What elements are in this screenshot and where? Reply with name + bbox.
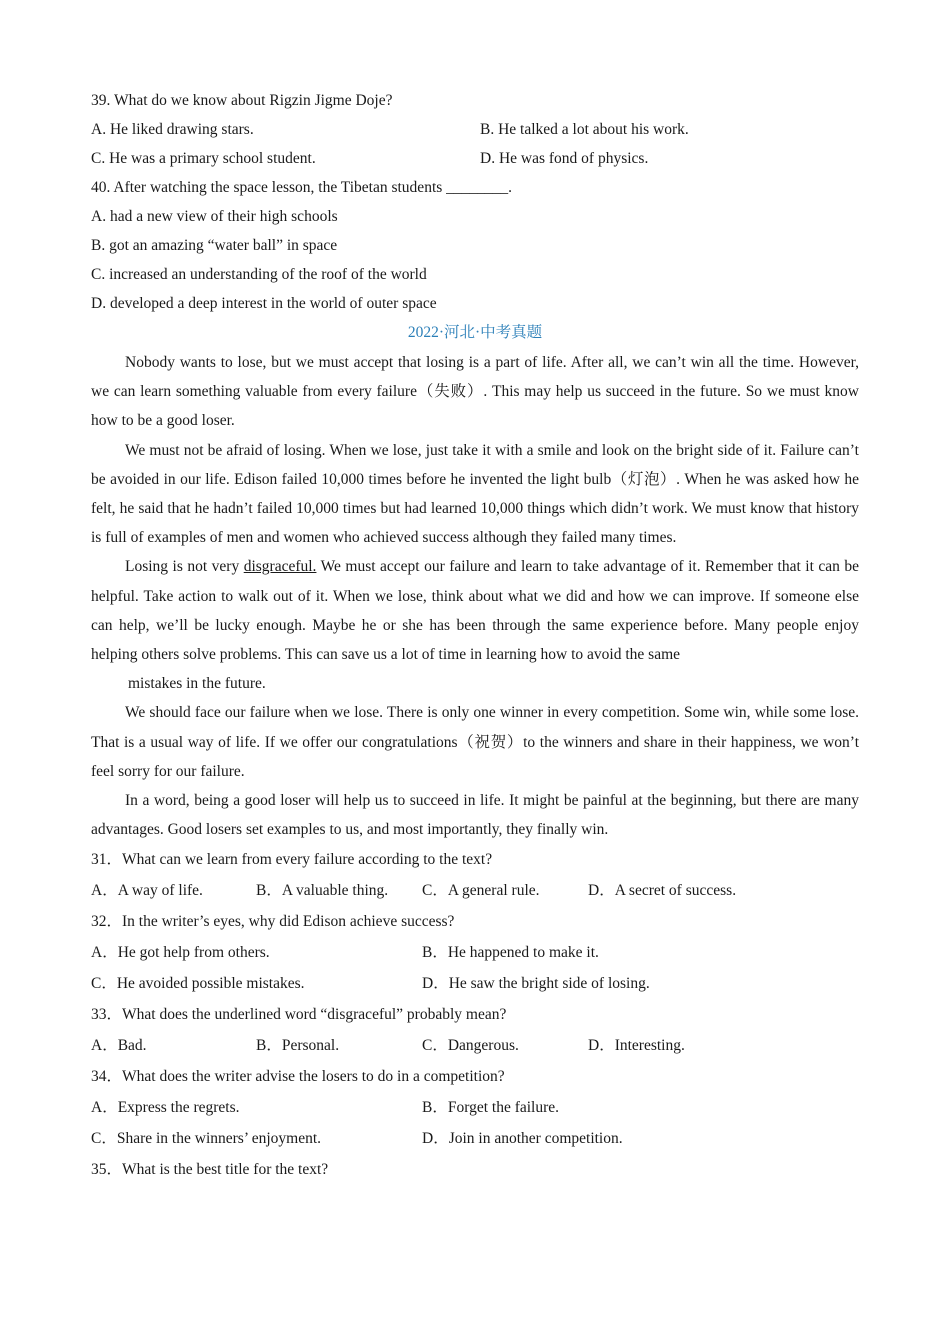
q39-option-a: A. He liked drawing stars. bbox=[91, 121, 254, 138]
question-31: 31．What can we learn from every failure according to the text? bbox=[91, 851, 493, 869]
q39-option-d: D. He was fond of physics. bbox=[480, 150, 649, 167]
q32-option-b: B．He happened to make it. bbox=[422, 944, 599, 962]
q31-option-a: A．A way of life. bbox=[91, 882, 203, 900]
q34-option-d: D．Join in another competition. bbox=[422, 1130, 623, 1148]
question-32: 32．In the writer’s eyes, why did Edison achieve success? bbox=[91, 913, 455, 931]
q34-options-row-2 bbox=[91, 1123, 859, 1154]
q33-option-a: A．Bad. bbox=[91, 1037, 147, 1055]
question-33: 33．What does the underlined word “disgraceful” probably mean? bbox=[91, 1006, 507, 1024]
q31-option-d: D．A secret of success. bbox=[588, 882, 737, 900]
passage-paragraph-1: Nobody wants to lose, but we must accept that losing is a part of life. After all, we can’t win all the time. However, we can learn something valuable from every failure（失败）. This may help us succeed in the future. So we must know how to be a good loser. bbox=[91, 354, 859, 430]
q40-option-c: C. increased an understanding of the roof of the world bbox=[91, 266, 427, 283]
q32-options-row-1 bbox=[91, 937, 859, 968]
question-35: 35．What is the best title for the text? bbox=[91, 1161, 329, 1179]
q39-options-row-1 bbox=[91, 115, 859, 144]
q34-option-a: A．Express the regrets. bbox=[91, 1099, 240, 1117]
question-39: 39. What do we know about Rigzin Jigme Doje? bbox=[91, 92, 393, 109]
q34-options-row-1 bbox=[91, 1092, 859, 1123]
q33-option-b: B．Personal. bbox=[256, 1037, 340, 1055]
q32-options-row-2 bbox=[91, 968, 859, 999]
section-heading: 2022·河北·中考真题 bbox=[407, 324, 543, 341]
p3-text-after: We must accept our failure and learn to take advantage of it. Remember that it can be helpful. Take action to walk out of it. When we lose, think about what we did and how we can improve. If someone else can help, we’ll be lucky enough. Maybe he or she has been through the same experience before. Many people enjoy helping others solve problems. This can save us a lot of time in learning how to avoid the same bbox=[91, 558, 859, 664]
q34-option-c: C．Share in the winners’ enjoyment. bbox=[91, 1130, 322, 1148]
document-page bbox=[91, 86, 859, 1185]
passage-paragraph-4: We should face our failure when we lose. There is only one winner in every competition. Some win, while some lose. That is a usual way of life. If we offer our congratulations（祝贺）to the winners and share in their happiness, we won’t feel sorry for our failure. bbox=[91, 704, 859, 780]
q31-options bbox=[91, 875, 859, 906]
q40-option-b: B. got an amazing “water ball” in space bbox=[91, 237, 338, 254]
passage-paragraph-3 bbox=[91, 552, 859, 669]
q40-option-d: D. developed a deep interest in the world of outer space bbox=[91, 295, 437, 312]
q39-option-c: C. He was a primary school student. bbox=[91, 150, 316, 167]
q34-option-b: B．Forget the failure. bbox=[422, 1099, 560, 1117]
question-34: 34．What does the writer advise the losers to do in a competition? bbox=[91, 1068, 505, 1086]
question-40: 40. After watching the space lesson, the Tibetan students ________. bbox=[91, 179, 513, 196]
q33-option-d: D．Interesting. bbox=[588, 1037, 685, 1055]
p3-text-before: Losing is not very bbox=[125, 558, 244, 576]
q39-options-row-2 bbox=[91, 144, 859, 173]
q32-option-d: D．He saw the bright side of losing. bbox=[422, 975, 650, 993]
passage-paragraph-5: In a word, being a good loser will help us to succeed in life. It might be painful at the beginning, but there are many advantages. Good losers set examples to us, and most importantly, they finally win. bbox=[91, 792, 859, 839]
q31-option-c: C．A general rule. bbox=[422, 882, 540, 900]
q33-option-c: C．Dangerous. bbox=[422, 1037, 519, 1055]
q32-option-a: A．He got help from others. bbox=[91, 944, 270, 962]
q39-option-b: B. He talked a lot about his work. bbox=[480, 121, 689, 138]
passage-paragraph-2: We must not be afraid of losing. When we lose, just take it with a smile and look on the bright side of it. Failure can’t be avoided in our life. Edison failed 10,000 times before he invented the light bulb（灯泡）. When he was asked how he felt, he said that he hadn’t failed 10,000 times but had learned 10,000 things which didn’t work. We must know that history is full of examples of men and women who achieved success although they failed many times. bbox=[91, 441, 859, 547]
q33-options bbox=[91, 1030, 859, 1061]
reading-passage bbox=[91, 348, 859, 844]
underlined-word: disgraceful. bbox=[243, 558, 317, 576]
q40-option-a: A. had a new view of their high schools bbox=[91, 208, 338, 225]
passage-paragraph-3-continued: mistakes in the future. bbox=[128, 675, 266, 693]
q32-option-c: C．He avoided possible mistakes. bbox=[91, 975, 305, 993]
q31-option-b: B．A valuable thing. bbox=[256, 882, 389, 900]
